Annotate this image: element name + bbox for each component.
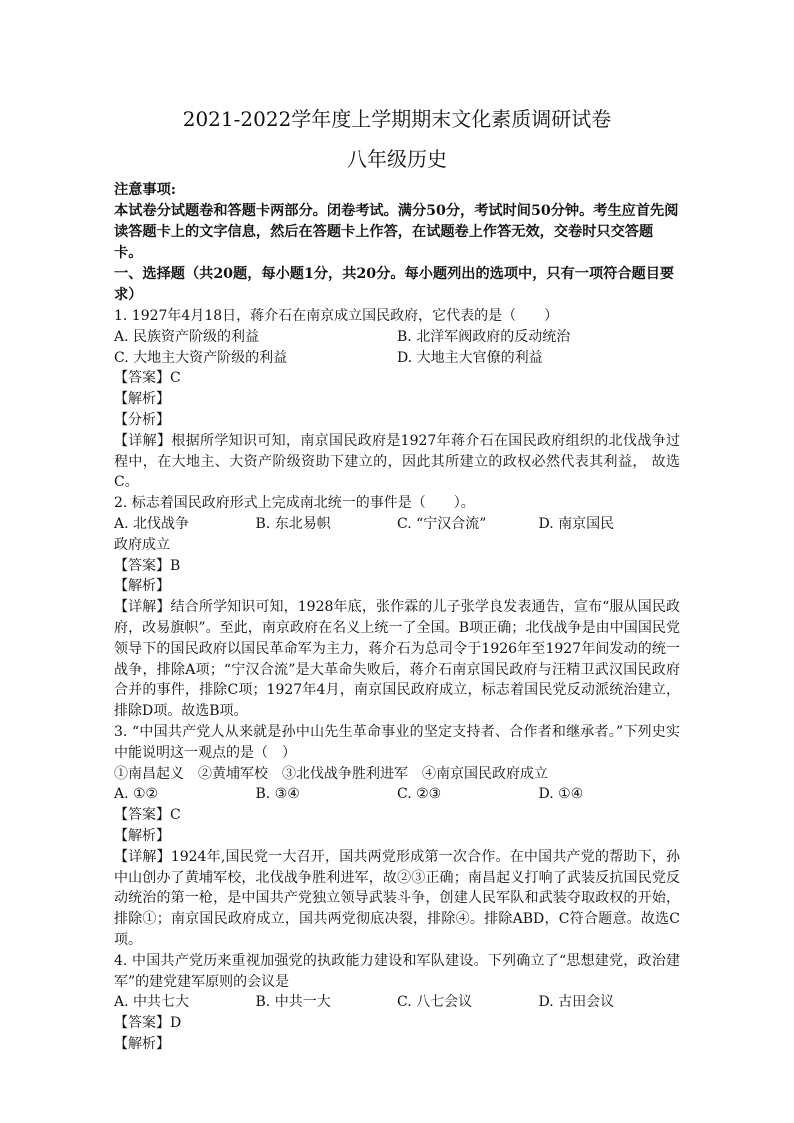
option-a: A. 中共七大	[114, 994, 190, 1011]
answer-label: 【答案】D	[114, 1015, 182, 1032]
option-c: C. 大地主大资产阶级的利益	[114, 349, 288, 366]
exam-page	[114, 104, 680, 1055]
section-heading: 一、选择题（共20题，每小题1分，共20分。每小题列出的选项中，只有一项符合题目要求）	[114, 266, 675, 303]
jiexi-label: 【解析】	[114, 391, 170, 408]
notice-heading: 注意事项:	[114, 182, 176, 198]
options-row	[114, 327, 680, 348]
options-row	[114, 992, 680, 1013]
option-b: B. ③④	[255, 786, 300, 803]
option-d: D. 古田会议	[538, 994, 615, 1011]
option-d: D. 大地主大官僚的利益	[397, 349, 543, 366]
option-d-continued: 政府成立	[114, 536, 170, 553]
jiexi-label: 【解析】	[114, 827, 170, 844]
option-c: C. 八七会议	[397, 994, 473, 1011]
option-c: C. ②③	[397, 786, 442, 803]
question-stem: 2. 标志着国民政府形式上完成南北统一的事件是（ ）。	[114, 495, 475, 512]
question-items: ①南昌起义 ②黄埔军校 ③北伐战争胜利进军 ④南京国民政府成立	[114, 765, 548, 782]
question-stem: 3. “中国共产党人从来就是孙中山先生革命事业的坚定支持者、合作者和继承者。”下列史实中能说明这一观点的是（ ）	[114, 723, 680, 761]
exam-title: 2021-2022学年度上学期期末文化素质调研试卷	[182, 107, 612, 131]
question-stem: 4. 中国共产党历来重视加强党的执政能力建设和军队建设。下列确立了“思想建党，政治建军”的建党建军原则的会议是	[114, 952, 680, 990]
detail-text: 【详解】1924年,国民党一大召开，国共两党形成第一次合作。在中国共产党的帮助下，孙中山创办了黄埔军校，北伐战争胜利进军，故②③正确；南昌起义打响了武装反抗国民党反动统治的第一枪，是中国共产党独立领导武装斗争，创建人民军队和武装夺取政权的开始，排除①；南京国民政府成立，国共两党彻底决裂，排除④。排除ABD，C符合题意。故选C项。	[114, 848, 680, 948]
question-4	[114, 951, 680, 1055]
question-stem: 1. 1927年4月18日，蒋介石在南京成立国民政府，它代表的是（ ）	[114, 308, 559, 324]
jiexi-label: 【解析】	[114, 578, 170, 595]
option-a: A. ①②	[114, 786, 159, 803]
option-a: A. 北伐战争	[114, 515, 190, 532]
option-d: D. ①④	[538, 786, 584, 803]
options-row	[114, 348, 680, 369]
options-row	[114, 784, 680, 805]
answer-label: 【答案】C	[114, 370, 181, 387]
option-d: D. 南京国民	[538, 515, 615, 532]
answer-label: 【答案】C	[114, 807, 181, 824]
exam-subtitle: 八年级历史	[347, 147, 447, 171]
detail-text: 【详解】根据所学知识可知，南京国民政府是1927年蒋介石在国民政府组织的北伐战争过程中，在大地主、大资产阶级资助下建立的，因此其所建立的政权必然代表其利益， 故选C。	[114, 432, 680, 491]
option-b: B. 北洋军阀政府的反动统治	[397, 328, 571, 345]
options-row	[114, 514, 680, 535]
option-a: A. 民族资产阶级的利益	[114, 328, 260, 345]
detail-text: 【详解】结合所学知识可知，1928年底，张作霖的儿子张学良发表通告，宣布“服从国民政府，改易旗帜”。至此，南京政府在名义上统一了全国。B项正确；北伐战争是由中国国民党领导下的国民政府以国民革命军为主力，蒋介石为总司令于1926年至1927年间发动的统一战争，排除A项；“宁汉合流”是大革命失败后，蒋介石南京国民政府与汪精卫武汉国民政府合并的事件，排除C项；1927年4月，南京国民政府成立，标志着国民党反动派统治建立，排除D项。故选B项。	[114, 599, 680, 720]
fenxi-label: 【分析】	[114, 411, 170, 428]
question-2	[114, 493, 680, 722]
jiexi-label: 【解析】	[114, 1035, 170, 1052]
notice-text: 本试卷分试题卷和答题卡两部分。闭卷考试。满分50分，考试时间50分钟。考生应首先阅读答题卡上的文字信息，然后在答题卡上作答，在试题卷上作答无效，交卷时只交答题卡。	[114, 203, 679, 261]
question-3	[114, 722, 680, 951]
option-b: B. 中共一大	[255, 994, 331, 1011]
answer-label: 【答案】B	[114, 557, 181, 574]
option-c: C. “宁汉合流”	[397, 515, 487, 532]
question-1	[114, 306, 680, 493]
option-b: B. 东北易帜	[255, 515, 331, 532]
